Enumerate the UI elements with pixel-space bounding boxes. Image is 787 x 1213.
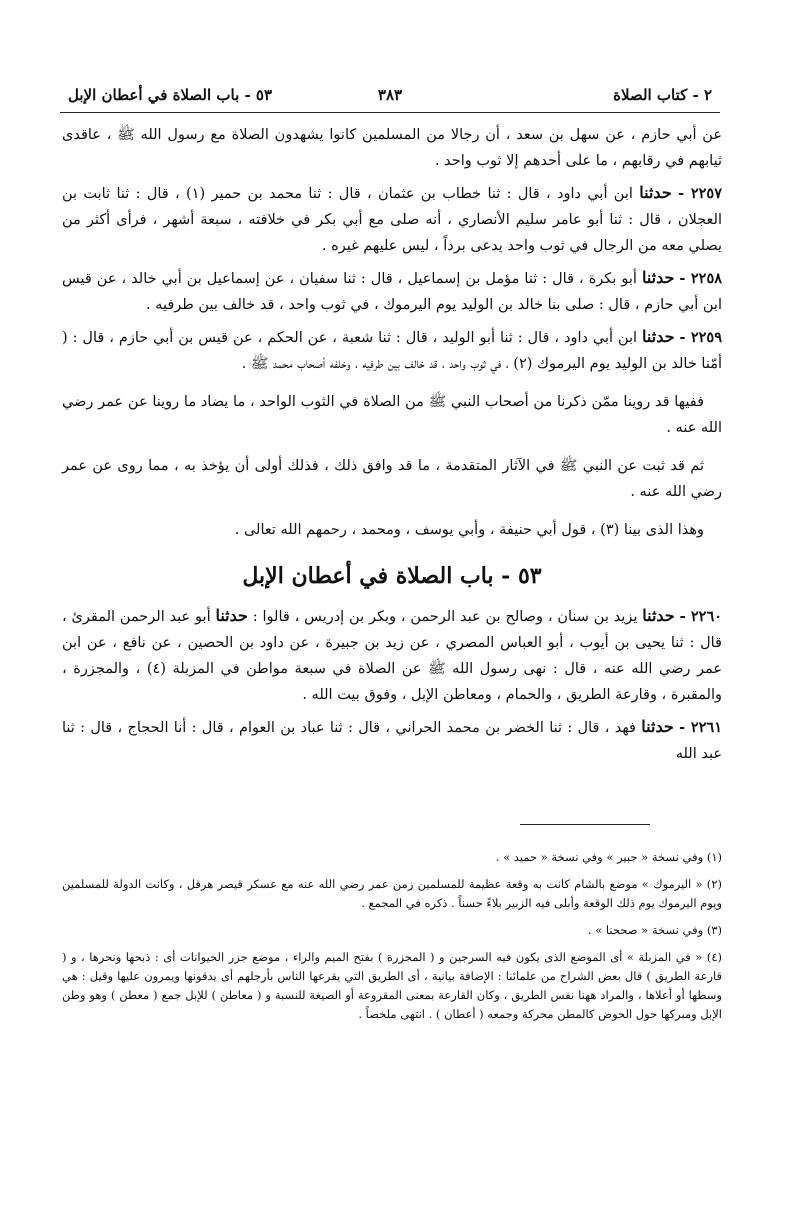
main-text <box>62 122 722 773</box>
hadith-2261 <box>62 714 722 767</box>
hadith-number: ٢٢٥٧ - <box>678 185 723 202</box>
hadith-2260 <box>62 603 722 708</box>
hadith-2257 <box>62 180 722 259</box>
footnote-2: (٢) « اليرموك » موضع بالشام كانت به وقعة عظيمة للمسلمين زمن عمر رضي الله عنه مع عسكر قيصر هرقل ، وكانت الدولة للمسلمين ويوم اليرموك يوم ذلك الوقعة وأبلى فيه الزبير بلاءً حسناً . ذكره في المجمع . <box>62 877 722 910</box>
footnote-3: (٣) وفي نسخة « صححنا » . <box>587 923 722 937</box>
hadith-number: ٢٢٦١ - <box>679 719 723 736</box>
hadith-2259 <box>62 324 722 377</box>
hadith-text: أبو بكرة ، قال : ثنا مؤمل بن إسماعيل ، قال : ثنا سفيان ، عن إسماعيل بن أبي خالد ، عن قيس ابن أبي حازم ، قال : صلى بنا خالد بن الوليد يوم اليرموك ، في ثوب واحد ، قد خالف بين طرفيه . <box>62 271 722 313</box>
running-header <box>60 86 720 113</box>
hadith-text: فهد ، قال : ثنا الخضر بن محمد الحراني ، قال : ثنا عباد بن العوام ، قال : أنا الحجاج ، قال : ثنا عبد الله <box>62 720 722 762</box>
hadith-number: ٢٢٥٩ - <box>679 329 723 346</box>
hadith-2258 <box>62 265 722 318</box>
header-book-title: ٢ - كتاب الصلاة <box>613 86 712 104</box>
haddathana-word: حدثنا <box>639 183 672 202</box>
haddathana-word: حدثنا <box>641 268 675 287</box>
hadith-text: ابن أبي داود ، قال : ثنا أبو الوليد ، قال : ثنا شعبة ، عن الحكم ، عن قيس بن أبي حازم ، قال : ( أمّنا خالد بن الوليد يوم اليرموك (٢) ، في ثوب واحد ، قد خالف بين طرفيه ، وخلفه أصحاب محمد ﷺ . <box>62 330 722 372</box>
header-chapter-title: ٥٣ - باب الصلاة في أعطان الإبل <box>68 86 273 104</box>
haddathana-word: حدثنا <box>215 606 248 625</box>
footnote-separator <box>520 824 650 825</box>
hadith-text-pre: يزيد بن سنان ، وصالح بن عبد الرحمن ، وبكر بن إدريس ، قالوا : <box>252 609 638 625</box>
hadith-text: ابن أبي داود ، قال : ثنا خطاب بن عثمان ، قال : ثنا محمد بن حمير (١) ، قال : ثنا ثابت بن العجلان ، قال : ثنا أبو عامر سليم الأنصاري ، أنه صلى مع أبي بكر في خلافته ، سبعة أشهر ، فرأى أكثر من يصلي معه من الرجال في ثوب واحد يدعى برداً ، ليس عليهم غيره . <box>62 186 722 254</box>
haddathana-word: حدثنا <box>642 327 675 346</box>
header-page-number: ٣٨٣ <box>377 86 403 104</box>
paragraph-continuation: عن أبي حازم ، عن سهل بن سعد ، أن رجالا من المسلمين كانوا يشهدون الصلاة مع رسول الله ﷺ ، عاقدى ثيابهم في رقابهم ، ما على أحدهم إلا ثوب واحد . <box>62 127 722 169</box>
footnote-1: (١) وفي نسخة « جبير » وفي نسخة « حميد » . <box>495 850 722 864</box>
footnotes <box>62 848 722 1032</box>
haddathana-word: حدثنا <box>641 717 674 736</box>
hadith-number: ٢٢٦٠ - <box>679 608 723 625</box>
hadith-text: أبو عبد الرحمن المقرئ ، قال : ثنا يحيى بن أيوب ، أبو العباس المصري ، عن زيد بن جبيرة ، عن داود بن الحصين ، عن نافع ، عن ابن عمر رضي الله عنه ، قال : نهى رسول الله ﷺ عن الصلاة في سبعة مواطن في المزبلة (٤) ، والمجزرة ، والمقبرة ، وقارعة الطريق ، والحمام ، ومعاطن الإبل ، وفوق بيت الله . <box>62 609 722 703</box>
commentary-paragraph: ففيها قد روينا ممّن ذكرنا من أصحاب النبي ﷺ من الصلاة في الثوب الواحد ، ما يضاد ما روينا عن عمر رضي الله عنه . <box>62 394 722 436</box>
chapter-heading: ٥٣ - باب الصلاة في أعطان الإبل <box>242 563 542 589</box>
footnote-4: (٤) « في المزبلة » أى الموضع الذى يكون فيه السرجين و ( المجزرة ) بفتح الميم والراء ، موضع جزر الحيوانات أى : ذبحها ونحرها ، و ( قارعة الطريق ) قال بعض الشراح من علمائنا : الإضافة بيانية ، أى الطريق التي يقرعها الناس بأرجلهم أى يدقونها ويمرون عليها وقيل : هي وسطها أو أعلاها ، والمراد ههنا نفس الطريق ، وكان القارعة بمعنى المقروعة أو الصيغة للنسبة و ( معاطن ) للإبل جمع ( معطن ) وهو وطن الإبل ومبركها حول الحوض كالمطن محركة وجمعه ( أعطان ) . انتهى ملخصاً . <box>62 950 722 1021</box>
haddathana-word: حدثنا <box>642 606 675 625</box>
hadith-number: ٢٢٥٨ - <box>679 270 723 287</box>
commentary-paragraph: ثم قد ثبت عن النبي ﷺ في الآثار المتقدمة ، ما قد وافق ذلك ، فذلك أولى أن يؤخذ به ، مما روى عن عمر رضي الله عنه . <box>62 458 722 500</box>
commentary-paragraph: وهذا الذى بينا (٣) ، قول أبي حنيفة ، وأبي يوسف ، ومحمد ، رحمهم الله تعالى . <box>234 522 704 538</box>
